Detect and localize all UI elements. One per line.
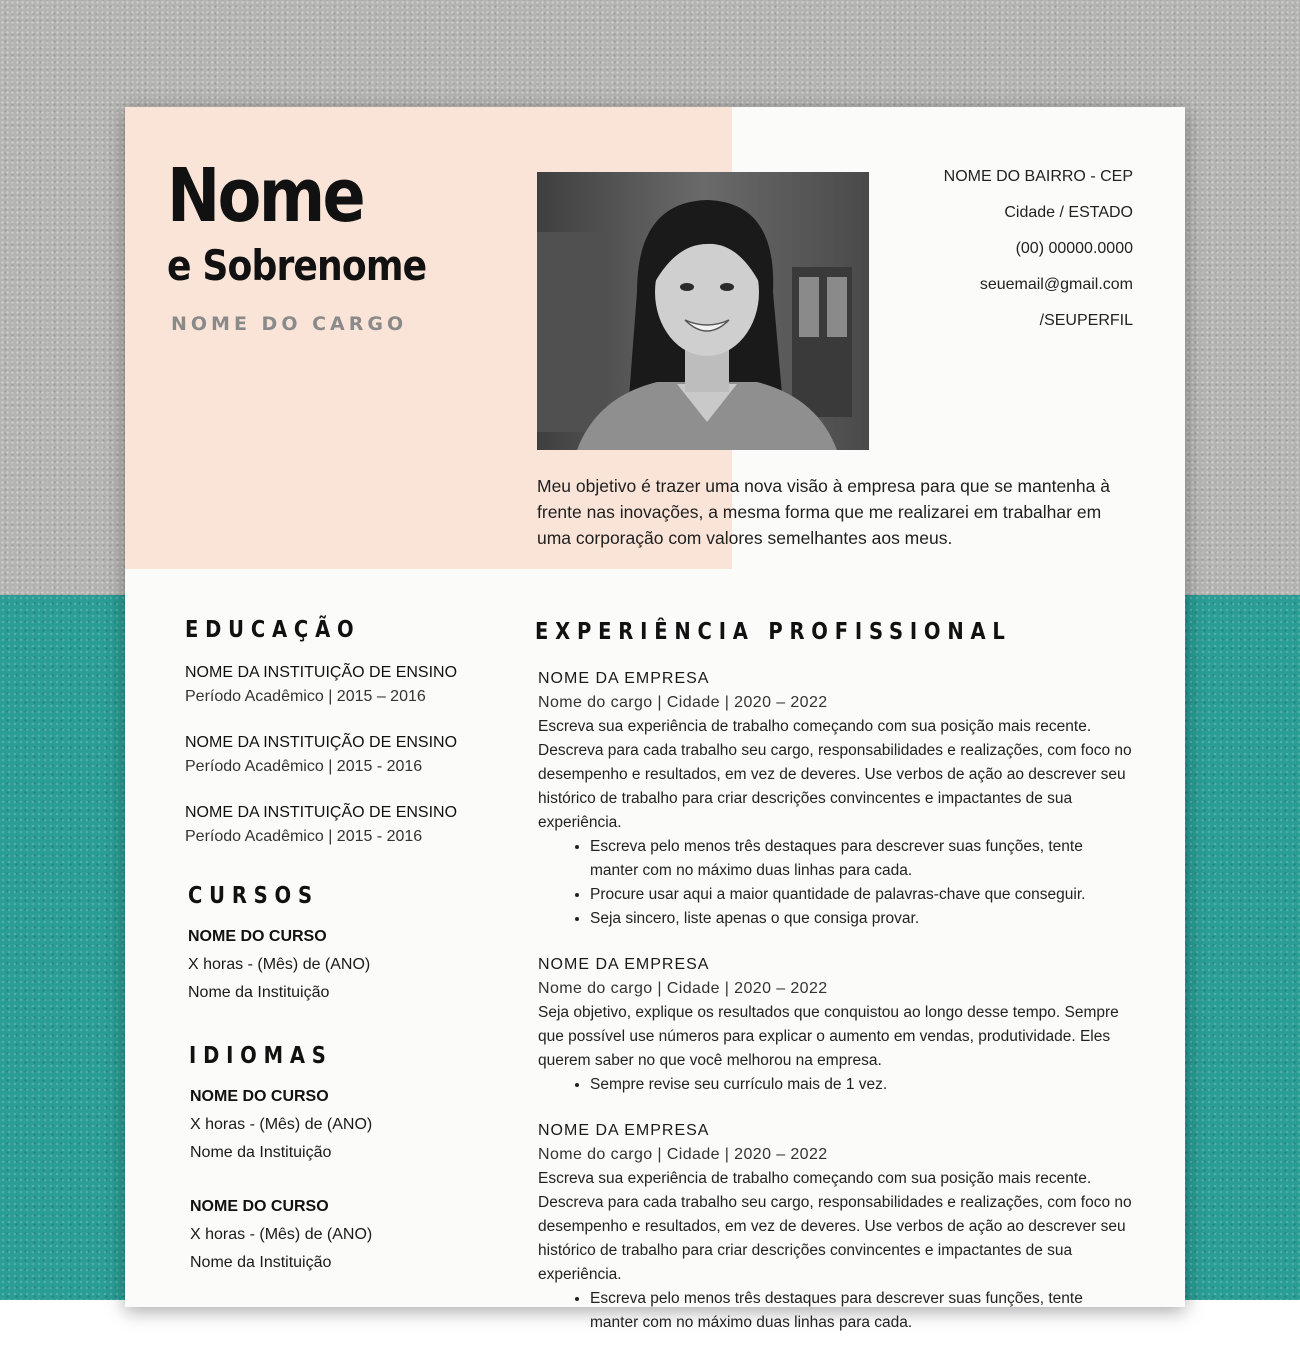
job-bullets (538, 835, 1135, 931)
left-column (185, 617, 505, 1277)
resume-page (125, 107, 1185, 1331)
job-company: NOME DA EMPRESA (538, 1122, 710, 1139)
job-bullets (538, 1073, 1135, 1097)
language-institution: Nome da Instituição (190, 1144, 332, 1161)
job-description: Escreva sua experiência de trabalho começando com sua posição mais recente. Descreva para cada trabalho seu cargo, responsabilidades e realizações, com foco no desempenho e resultados, em vez de deveres. Use verbos de ação ao descrever seu histórico de trabalho para criar descrições convincentes e impactantes de sua experiência. (538, 718, 1132, 831)
education-period: Período Acadêmico | 2015 - 2016 (185, 758, 423, 775)
right-column (535, 619, 1135, 1357)
last-name: e Sobrenome (167, 241, 427, 290)
job-bullet: • Escreva pelo menos três destaques para descrever suas funções, tente manter com no máximo duas linhas para cada. (590, 1287, 1135, 1335)
language-institution: Nome da Instituição (190, 1254, 332, 1271)
contact-block (944, 169, 1133, 349)
job-entry (538, 953, 1135, 1097)
courses-title: CURSOS (188, 883, 319, 909)
contact-neighborhood: NOME DO BAIRRO - CEP (943, 168, 1133, 185)
course-item (188, 923, 505, 1007)
job-bullet: • Procure usar aqui a maior quantidade de palavras-chave que conseguir. (590, 883, 1135, 907)
job-bullet: • Seja sincero, liste apenas o que consiga provar. (590, 907, 1135, 931)
contact-profile[interactable]: /SEUPERFIL (1039, 312, 1133, 329)
education-institution: NOME DA INSTITUIÇÃO DE ENSINO (185, 804, 458, 821)
experience-title: EXPERIÊNCIA PROFISSIONAL (535, 619, 1012, 645)
portrait-icon (537, 172, 869, 450)
language-name: NOME DO CURSO (190, 1198, 329, 1215)
contact-email[interactable]: seuemail@gmail.com (979, 276, 1133, 293)
job-entry (538, 667, 1135, 931)
job-role: Nome do cargo | Cidade | 2020 – 2022 (538, 980, 828, 997)
job-description: Seja objetivo, explique os resultados que conquistou ao longo desse tempo. Sempre que possível use números para explicar o aumento em vendas, produtividade. Eles querem saber no que você melhorou na empresa. (538, 1004, 1119, 1069)
contact-phone: (00) 00000.0000 (1015, 240, 1133, 257)
first-name: Nome (167, 153, 364, 239)
education-title: EDUCAÇÃO (185, 617, 361, 643)
language-hours: X horas - (Mês) de (ANO) (190, 1226, 373, 1243)
education-institution: NOME DA INSTITUIÇÃO DE ENSINO (185, 664, 458, 681)
job-company: NOME DA EMPRESA (538, 956, 710, 973)
course-name: NOME DO CURSO (188, 928, 327, 945)
course-institution: Nome da Instituição (188, 984, 330, 1001)
job-description: Escreva sua experiência de trabalho começando com sua posição mais recente. Descreva para cada trabalho seu cargo, responsabilidades e realizações, com foco no desempenho e resultados, em vez de deveres. Use verbos de ação ao descrever seu histórico de trabalho para criar descrições convincentes e impactantes de sua experiência. (538, 1170, 1132, 1283)
language-item (190, 1083, 505, 1167)
portrait-photo (537, 172, 869, 450)
contact-city: Cidade / ESTADO (1004, 204, 1133, 221)
education-item (185, 661, 505, 709)
language-hours: X horas - (Mês) de (ANO) (190, 1116, 373, 1133)
education-institution: NOME DA INSTITUIÇÃO DE ENSINO (185, 734, 458, 751)
languages-title: IDIOMAS (189, 1043, 333, 1069)
job-entry (538, 1119, 1135, 1335)
education-period: Período Acadêmico | 2015 – 2016 (185, 688, 426, 705)
job-role: Nome do cargo | Cidade | 2020 – 2022 (538, 1146, 828, 1163)
education-item (185, 801, 505, 849)
objective-text: Meu objetivo é trazer uma nova visão à empresa para que se mantenha à frente nas inovações, a mesma forma que me realizarei em trabalhar em uma corporação com valores semelhantes aos meus. (537, 476, 1110, 548)
education-item (185, 731, 505, 779)
job-title: NOME DO CARGO (171, 313, 408, 335)
language-name: NOME DO CURSO (190, 1088, 329, 1105)
language-item (190, 1193, 505, 1277)
job-role: Nome do cargo | Cidade | 2020 – 2022 (538, 694, 828, 711)
job-bullets (538, 1287, 1135, 1335)
job-company: NOME DA EMPRESA (538, 670, 710, 687)
job-bullet: • Sempre revise seu currículo mais de 1 vez. (590, 1073, 1135, 1097)
education-period: Período Acadêmico | 2015 - 2016 (185, 828, 423, 845)
job-bullet: • Escreva pelo menos três destaques para descrever suas funções, tente manter com no máximo duas linhas para cada. (590, 835, 1135, 883)
course-hours: X horas - (Mês) de (ANO) (188, 956, 371, 973)
